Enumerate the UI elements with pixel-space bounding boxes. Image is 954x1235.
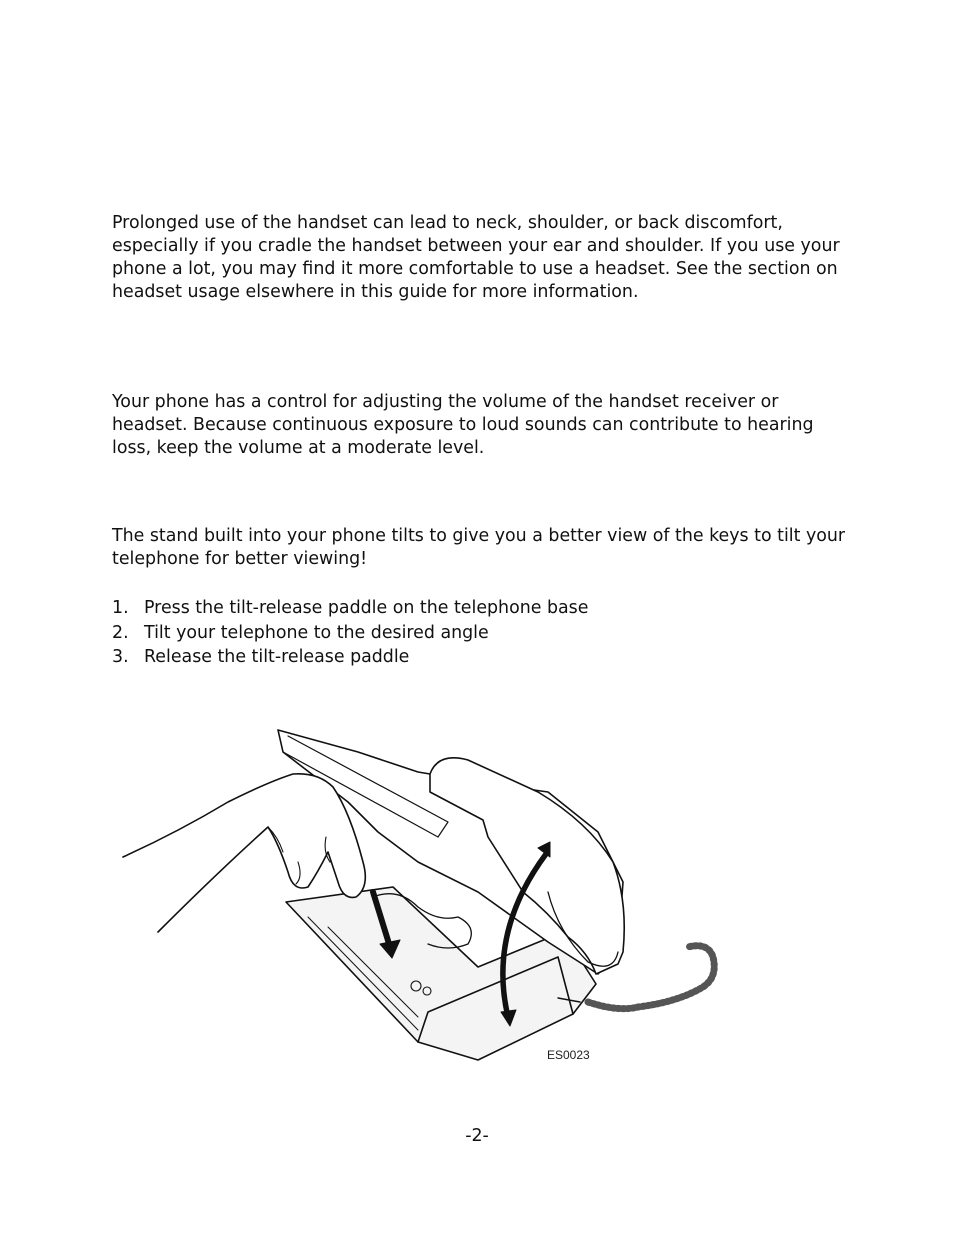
handset-comfort-paragraph: Prolonged use of the handset can lead to neck, shoulder, or back discomfort, especially if you cradle the handset between your ear and shoulder. If you use your phone a lot, you may find it more comfortable to use a headset. See the section on headset usage elsewhere in this guide for more information. (112, 213, 840, 302)
step-number: 3. (112, 647, 129, 667)
step-text: Release the tilt-release paddle (144, 647, 410, 667)
step-text: Tilt your telephone to the desired angle (144, 622, 489, 643)
stand-tilt-paragraph: The stand built into your phone tilts to give you a better view of the keys to tilt your telephone for better viewing! (112, 526, 846, 569)
step-text: Press the tilt-release paddle on the telephone base (144, 598, 589, 618)
tilt-steps-list (112, 596, 852, 670)
step-number: 1. (112, 598, 129, 618)
step-number: 2. (112, 622, 129, 643)
list-item (112, 645, 852, 670)
volume-paragraph: Your phone has a control for adjusting the volume of the handset receiver or headset. Because continuous exposure to loud sounds can contribute to hearing loss, keep the volume at a moderate level. (112, 392, 814, 458)
figure-label: ES0023 (547, 1048, 590, 1062)
list-item (112, 621, 852, 646)
telephone-tilt-illustration (118, 712, 728, 1072)
page-number: -2- (465, 1126, 489, 1146)
list-item (112, 596, 852, 621)
